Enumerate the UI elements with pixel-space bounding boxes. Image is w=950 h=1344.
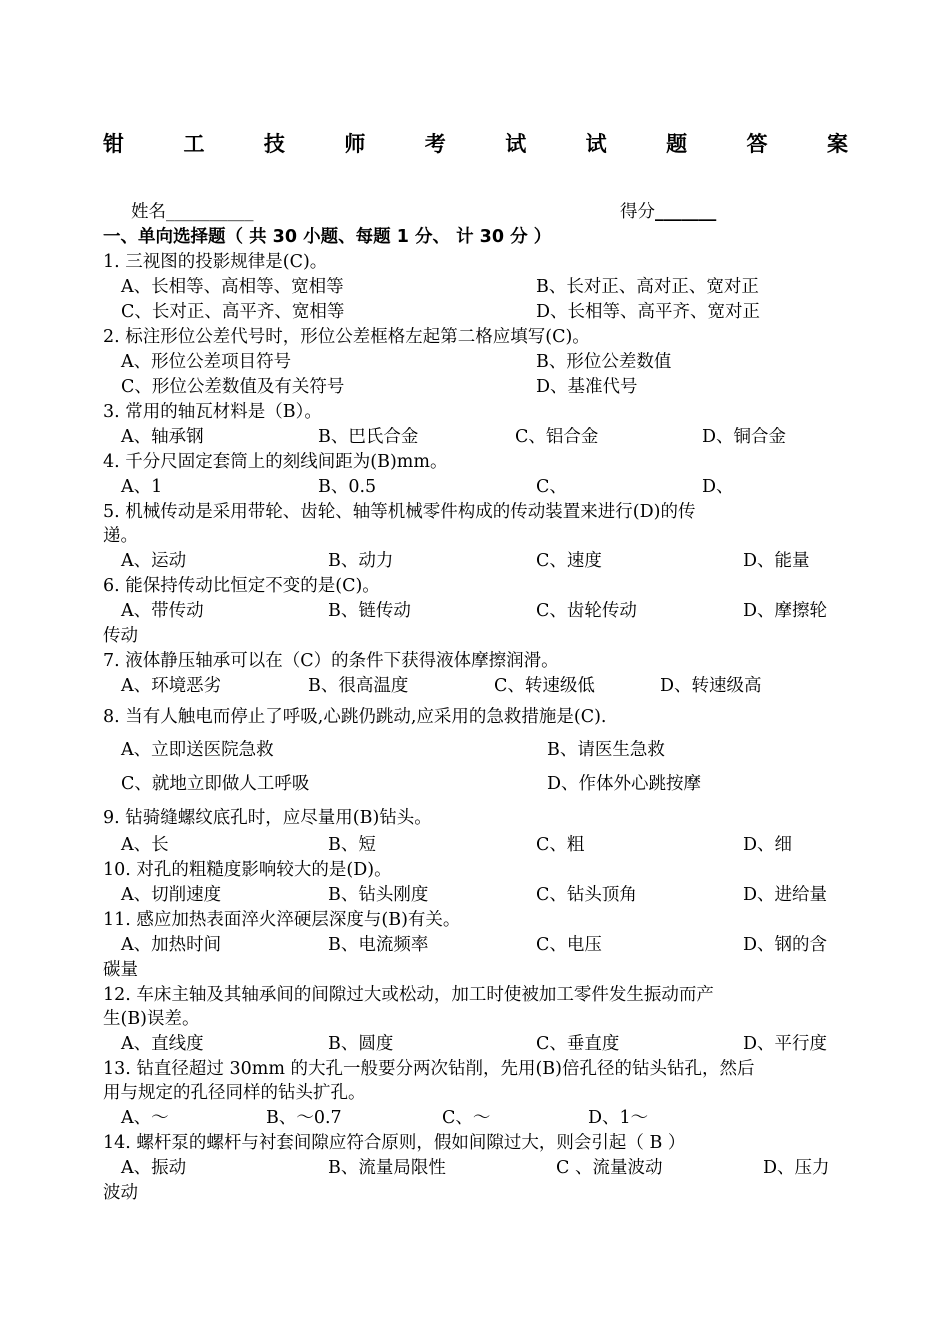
option-b: B、流量局限性 [328, 1158, 446, 1178]
question-stem: 9. 钻骑缝螺纹底孔时，应尽量用(B)钻头。 [103, 808, 432, 828]
option-a: A、轴承钢 [121, 427, 204, 447]
title-char: 技 [263, 132, 285, 156]
option-d: D、作体外心跳按摩 [547, 774, 702, 794]
option-a: A、加热时间 [121, 935, 222, 955]
option-c: C、粗 [536, 835, 585, 855]
question-stem: 7. 液体静压轴承可以在（C）的条件下获得液体摩擦润滑。 [103, 651, 559, 671]
option-b: B、钻头刚度 [328, 885, 429, 905]
option-a: A、立即送医院急救 [121, 740, 274, 760]
page-title [103, 128, 848, 158]
option-c: C、长对正、高平齐、宽相等 [121, 302, 345, 322]
option-b: B、电流频率 [328, 935, 429, 955]
option-b: B、0.5 [318, 477, 377, 497]
question-stem: 11. 感应加热表面淬火淬硬层深度与(B)有关。 [103, 910, 461, 930]
question-stem-continued: 用与规定的孔径同样的钻头扩孔。 [103, 1083, 366, 1103]
title-char: 钳 [103, 132, 124, 156]
question-stem: 13. 钻直径超过 30mm 的大孔一般要分两次钻削，先用(B)倍孔径的钻头钻孔，然后 [103, 1059, 755, 1079]
question-stem-continued: 生(B)误差。 [103, 1009, 200, 1029]
section-heading: 一、单向选择题（ 共 30 小题、每题 1 分、 计 30 分 ） [103, 227, 552, 247]
option-b: B、巴氏合金 [318, 427, 419, 447]
option-b: B、短 [328, 835, 376, 855]
option-d: D、进给量 [743, 885, 828, 905]
option-a: A、～ [121, 1108, 169, 1128]
score-field[interactable] [620, 200, 716, 224]
title-char: 师 [344, 132, 366, 156]
option-d: D、摩擦轮 [743, 601, 828, 621]
option-d: D、 [702, 477, 734, 497]
option-a: A、形位公差项目符号 [121, 352, 292, 372]
option-c: C、齿轮传动 [536, 601, 637, 621]
option-b: B、圆度 [328, 1034, 394, 1054]
option-d-continued: 碳量 [103, 960, 138, 980]
question-stem: 6. 能保持传动比恒定不变的是(C)。 [103, 576, 380, 596]
title-char: 案 [826, 132, 848, 156]
option-a: A、环境恶劣 [121, 676, 222, 696]
option-c: C、形位公差数值及有关符号 [121, 377, 345, 397]
option-c: C 、流量波动 [556, 1158, 663, 1178]
option-b: B、链传动 [328, 601, 411, 621]
question-stem: 3. 常用的轴瓦材料是（B）。 [103, 402, 322, 422]
question-stem: 5. 机械传动是采用带轮、齿轮、轴等机械零件构成的传动装置来进行(D)的传 [103, 502, 696, 522]
question-stem: 1. 三视图的投影规律是(C)。 [103, 252, 328, 272]
option-a: A、1 [121, 477, 163, 497]
option-c: C、铝合金 [515, 427, 599, 447]
option-a: A、直线度 [121, 1034, 204, 1054]
question-stem: 8. 当有人触电而停止了呼吸,心跳仍跳动,应采用的急救措施是(C). [103, 707, 607, 727]
question-stem: 4. 千分尺固定套筒上的刻线间距为(B)mm。 [103, 452, 448, 472]
question-stem: 2. 标注形位公差代号时，形位公差框格左起第二格应填写(C)。 [103, 327, 590, 347]
score-blank: _______ [655, 202, 717, 222]
title-char: 工 [183, 132, 205, 156]
option-d: D、转速级高 [660, 676, 762, 696]
option-d: D、能量 [743, 551, 810, 571]
option-b: B、～0.7 [266, 1108, 342, 1128]
option-d: D、铜合金 [702, 427, 787, 447]
option-b: B、请医生急救 [547, 740, 665, 760]
option-c: C、电压 [536, 935, 602, 955]
option-d: D、压力 [763, 1158, 830, 1178]
title-char: 试 [585, 132, 607, 156]
option-d: D、基准代号 [536, 377, 638, 397]
option-d-continued: 传动 [103, 626, 138, 646]
title-char: 答 [746, 132, 768, 156]
option-d-continued: 波动 [103, 1183, 138, 1203]
option-c: C、就地立即做人工呼吸 [121, 774, 310, 794]
question-stem-continued: 递。 [103, 526, 138, 546]
title-char: 题 [666, 132, 688, 156]
option-c: C、 [536, 477, 567, 497]
option-d: D、钢的含 [743, 935, 828, 955]
option-d: D、长相等、高平齐、宽对正 [536, 302, 761, 322]
option-a: A、长相等、高相等、宽相等 [121, 277, 344, 297]
option-a: A、长 [121, 835, 169, 855]
name-field[interactable]: 姓名__________ [131, 202, 254, 222]
option-c: C、转速级低 [494, 676, 595, 696]
option-d: D、细 [743, 835, 793, 855]
option-c: C、速度 [536, 551, 602, 571]
option-c: C、钻头顶角 [536, 885, 637, 905]
option-d: D、1～ [588, 1108, 649, 1128]
option-a: A、带传动 [121, 601, 204, 621]
score-label: 得分 [620, 202, 655, 222]
option-c: C、～ [442, 1108, 491, 1128]
option-b: B、长对正、高对正、宽对正 [536, 277, 759, 297]
option-a: A、切削速度 [121, 885, 222, 905]
option-b: B、很高温度 [308, 676, 409, 696]
option-b: B、动力 [328, 551, 394, 571]
option-d: D、平行度 [743, 1034, 828, 1054]
option-b: B、形位公差数值 [536, 352, 672, 372]
option-a: A、振动 [121, 1158, 187, 1178]
title-char: 试 [505, 132, 527, 156]
question-stem: 14. 螺杆泵的螺杆与衬套间隙应符合原则，假如间隙过大，则会引起（ B ） [103, 1133, 686, 1153]
question-stem: 12. 车床主轴及其轴承间的间隙过大或松动，加工时使被加工零件发生振动而产 [103, 985, 714, 1005]
title-char: 考 [424, 132, 446, 156]
option-a: A、运动 [121, 551, 187, 571]
option-c: C、垂直度 [536, 1034, 620, 1054]
question-stem: 10. 对孔的粗糙度影响较大的是(D)。 [103, 860, 392, 880]
